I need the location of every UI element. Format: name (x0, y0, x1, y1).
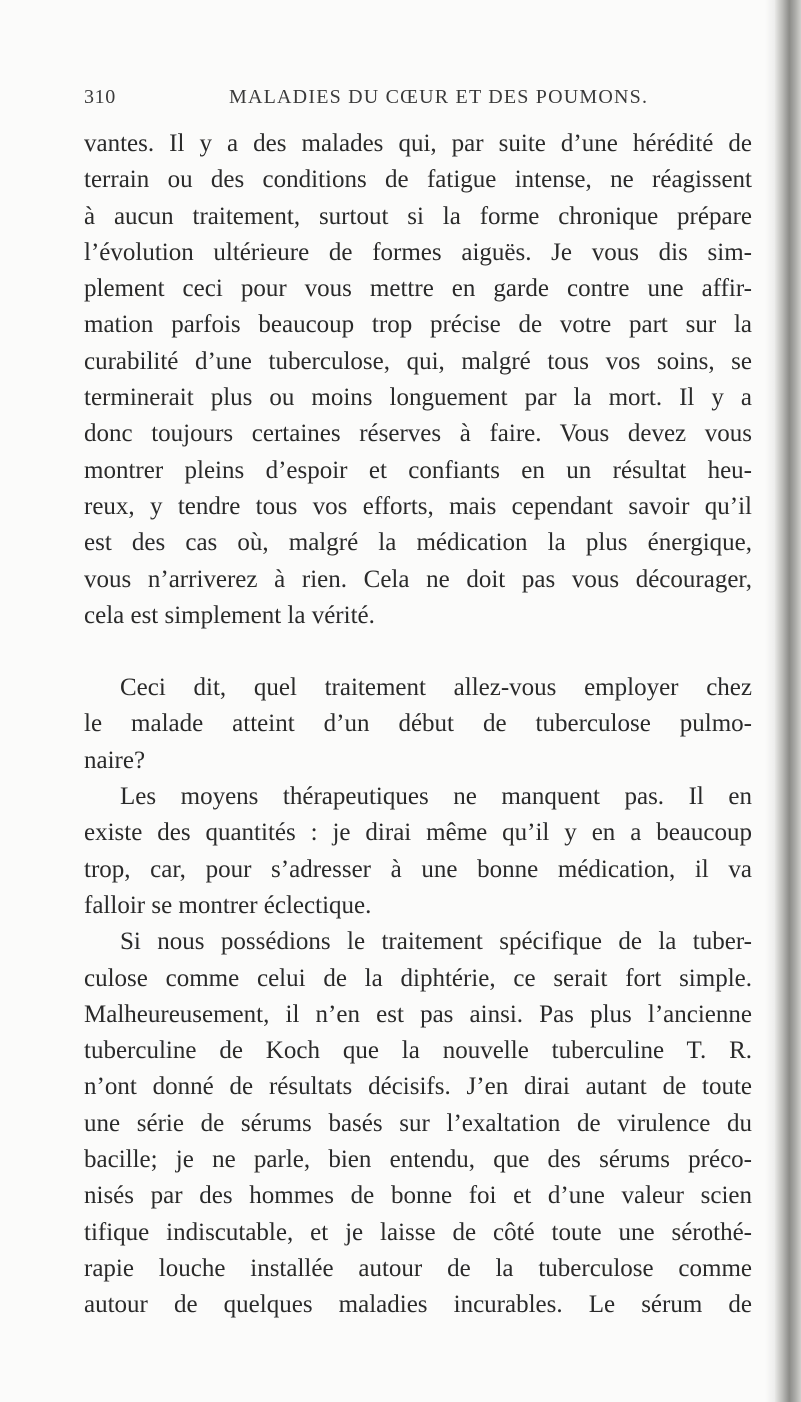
text-line: bacille; je ne parle, bien entendu, que des sérums préco- (84, 1146, 752, 1174)
text-line: nisés par des hommes de bonne foi et d’une valeur scien (84, 1182, 752, 1210)
text-line: rapie louche installée autour de la tuberculose comme (84, 1254, 752, 1282)
text-line: autour de quelques maladies incurables. Le sérum de (84, 1291, 752, 1319)
text-line: Malheureusement, il n’en est pas ainsi. Pas plus l’ancienne (84, 1000, 752, 1028)
text-line: culose comme celui de la diphtérie, ce serait fort simple. (84, 964, 752, 992)
text-line: plement ceci pour vous mettre en garde contre une affir- (84, 275, 752, 303)
text-line: est des cas où, malgré la médication la plus énergique, (84, 529, 752, 557)
text-line: existe des quantités : je dirai même qu’il y en a beaucoup (84, 819, 752, 847)
text-line: Les moyens thérapeutiques ne manquent pas. Il en (120, 783, 752, 811)
text-line: le malade atteint d’un début de tuberculose pulmo- (84, 710, 752, 738)
text-line: vous n’arriverez à rien. Cela ne doit pas vous décourager, (84, 565, 752, 593)
page-header (84, 86, 734, 116)
text-line: cela est simplement la vérité. (84, 601, 375, 629)
text-line: montrer pleins d’espoir et confiants en un résultat heu- (84, 456, 752, 484)
text-line: terrain ou des conditions de fatigue intense, ne réagissent (84, 166, 752, 194)
book-edge (775, 0, 801, 1402)
text-line: tuberculine de Koch que la nouvelle tuberculine T. R. (84, 1037, 752, 1065)
text-line: l’évolution ultérieure de formes aiguës. Je vous dis sim- (84, 238, 752, 266)
text-line: curabilité d’une tuberculose, qui, malgré tous vos soins, se (84, 347, 752, 375)
text-line: naire? (84, 746, 146, 774)
text-line: mation parfois beaucoup trop précise de votre part sur la (84, 311, 752, 339)
text-line: Si nous possédions le traitement spécifique de la tuber- (120, 928, 752, 956)
text-line: tifique indiscutable, et je laisse de côté toute une sérothé- (84, 1218, 752, 1246)
paragraph-gap (84, 634, 752, 670)
text-line: reux, y tendre tous vos efforts, mais cependant savoir qu’il (84, 492, 752, 520)
text-line: falloir se montrer éclectique. (84, 891, 372, 919)
text-line: une série de sérums basés sur l’exaltation de virulence du (84, 1109, 752, 1137)
text-line: donc toujours certaines réserves à faire. Vous devez vous (84, 420, 752, 448)
text-line: vantes. Il y a des malades qui, par suite d’une hérédité de (84, 130, 752, 157)
text-line: Ceci dit, quel traitement allez-vous employer chez (120, 674, 752, 702)
text-line: à aucun traitement, surtout si la forme chronique prépare (84, 202, 752, 230)
text-line: trop, car, pour s’adresser à une bonne médication, il va (84, 855, 752, 883)
running-title: MALADIES DU CŒUR ET DES POUMONS. (229, 86, 649, 108)
body-text (84, 126, 752, 1324)
page-gutter-shadow (765, 0, 775, 1402)
text-line: n’ont donné de résultats décisifs. J’en dirai autant de toute (84, 1073, 752, 1101)
page-number: 310 (84, 86, 116, 108)
text-line: terminerait plus ou moins longuement par la mort. Il y a (84, 384, 752, 412)
